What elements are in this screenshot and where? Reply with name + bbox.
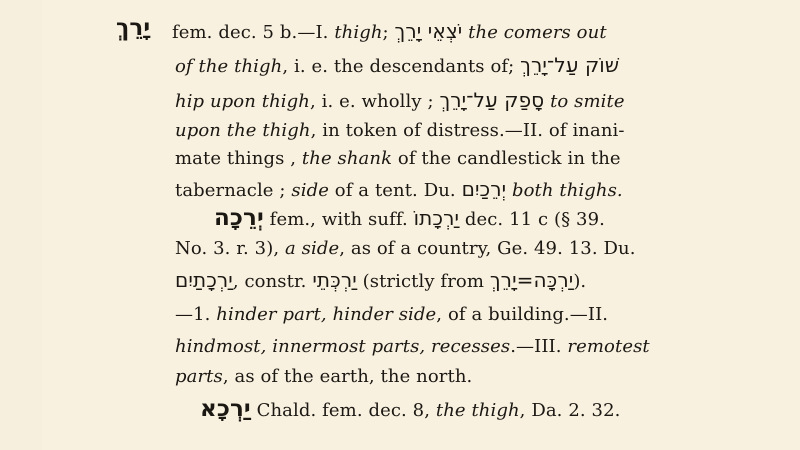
entry-line [116, 15, 150, 43]
text-segment: Chald. fem. dec. 8, [250, 400, 436, 421]
text-segment-italic: thigh [334, 22, 383, 43]
entry-line [175, 52, 619, 80]
hebrew-phrase: שׁוֹק עַל־יָרֵךְ [520, 53, 620, 77]
entry-line [175, 87, 625, 115]
entry-line [214, 205, 605, 233]
entry-line [175, 146, 621, 172]
text-segment: —1. [175, 304, 217, 325]
entry-line [175, 267, 586, 295]
text-segment: .—III. [510, 336, 568, 357]
text-segment-italic: hindmost, innermost parts, recesses [175, 336, 511, 357]
text-segment-italic: side [291, 180, 329, 201]
entry-line [200, 396, 620, 424]
text-segment: fem. dec. 5 b.—I. [172, 22, 335, 43]
text-segment: mate things , [175, 148, 302, 169]
headword: יַרְכָא [200, 396, 251, 422]
hebrew-phrase: יַרְכָתַיִם [175, 268, 233, 292]
entry-line [175, 176, 623, 204]
text-segment: ; [382, 22, 395, 43]
entry-line [172, 18, 607, 46]
text-segment: , constr. [232, 271, 313, 292]
text-segment: , i. e. the descendants of; [282, 56, 521, 77]
text-segment: fem., with suff. [263, 209, 414, 230]
text-segment-italic: the shank [301, 148, 393, 169]
entry-line [175, 334, 650, 360]
text-segment-italic: to smite [544, 91, 625, 112]
entry-line [175, 302, 608, 328]
hebrew-phrase: יַרְכְּתֵי [312, 268, 357, 292]
text-segment: , of a building.—II. [436, 304, 609, 325]
text-segment: tabernacle ; [175, 180, 292, 201]
entry-line [175, 364, 472, 390]
text-segment-italic: both thighs. [506, 180, 623, 201]
text-segment: ). [573, 271, 587, 292]
text-segment-italic: hinder part, hinder side [216, 304, 437, 325]
text-segment: , Da. 2. 32. [519, 400, 621, 421]
text-segment: of the candlestick in the [392, 148, 621, 169]
text-segment-italic: the thigh [435, 400, 520, 421]
text-segment: , i. e. wholly ; [309, 91, 440, 112]
headword: יָרֵךְ [116, 15, 151, 41]
text-segment-italic: remotest [567, 336, 650, 357]
text-segment: , in token of distress.—II. of inani- [310, 120, 625, 141]
text-segment-italic: parts [175, 366, 223, 387]
text-segment: No. 3. r. 3), [175, 238, 285, 259]
hebrew-phrase: יַרְכָּה=יָרֵךְ [489, 268, 574, 292]
text-segment: , as of a country, Ge. 49. 13. Du. [339, 238, 636, 259]
text-segment: , as of the earth, the north. [222, 366, 473, 387]
headword: יְרֵכָה [214, 205, 264, 231]
text-segment-italic: hip upon thigh [175, 91, 310, 112]
page-margin [0, 0, 42, 450]
text-segment-italic: the comers out [462, 22, 607, 43]
text-segment: of a tent. Du. [328, 180, 462, 201]
hebrew-phrase: סָפַק עַל־יָרֵךְ [439, 88, 545, 112]
hebrew-phrase: יֹצְאֵי יָרֵךְ [394, 19, 463, 43]
entry-line [175, 236, 636, 262]
text-segment-italic: a side [285, 238, 340, 259]
text-segment-italic: upon the thigh [175, 120, 311, 141]
hebrew-phrase: יַרְכָתוֹ [413, 206, 460, 230]
hebrew-phrase: יְרֵכַיִם [461, 177, 507, 201]
entry-line [175, 118, 625, 144]
text-segment: (strictly from [356, 271, 490, 292]
text-segment-italic: of the thigh [175, 56, 283, 77]
text-segment: dec. 11 c (§ 39. [459, 209, 605, 230]
